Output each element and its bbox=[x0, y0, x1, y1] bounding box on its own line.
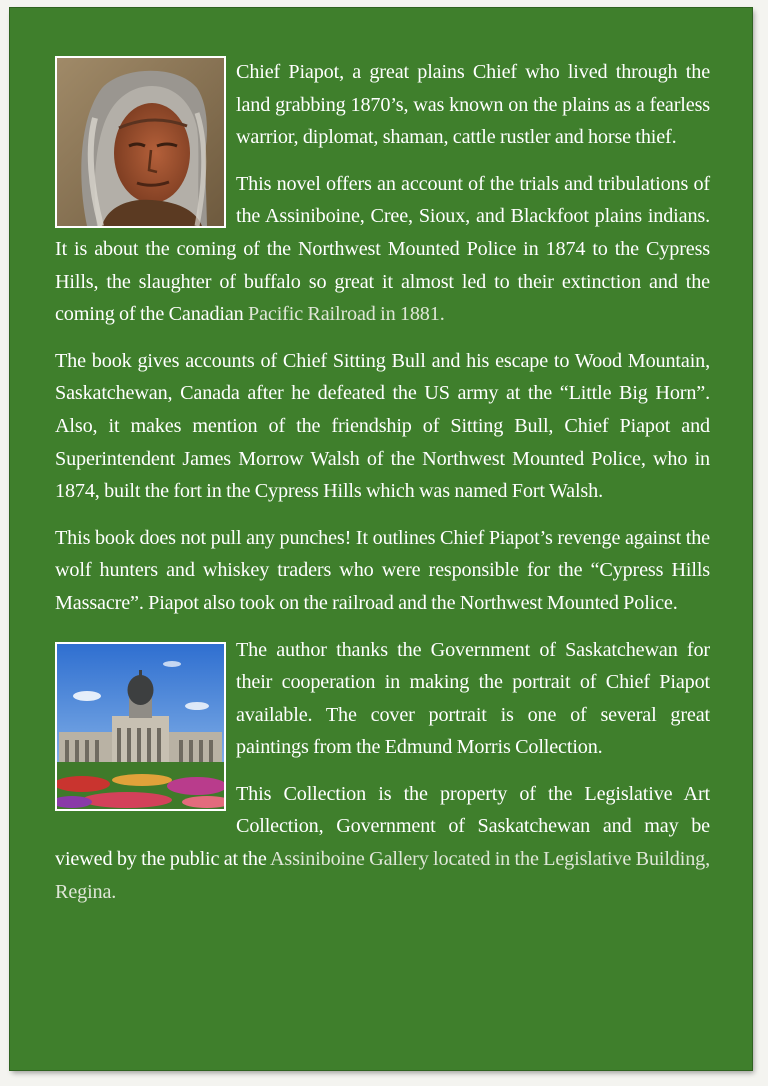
revenge-paragraph: This book does not pull any punches! It outlines Chief Piapot’s revenge against the wolf hunters and whiskey traders who were responsible for the “Cypress Hills Massacre”. Piapot also took on the railroad and the Northwest Mounted Police. bbox=[55, 526, 710, 614]
collection-paragraph-end: Assiniboine Gallery located in the Legislative Building, Regina. bbox=[55, 848, 710, 903]
collection-paragraph-main: This Collection is the property of the Legislative Art Collection, Government of Saskatchewan and may be viewed by the public at the bbox=[55, 782, 710, 871]
sitting-bull-paragraph: The book gives accounts of Chief Sitting Bull and his escape to Wood Mountain, Saskatchewan, Canada after he defeated the US army at the “Little Big Horn”. Also, it makes mention of the friendship of Sitting Bull, Chief Piapot and Superintendent James Morrow Walsh of the Northwest Mounted Police, who in 1874, built the fort in the Cypress Hills which was named Fort Walsh. bbox=[55, 349, 710, 503]
legislative-building-photo bbox=[55, 642, 226, 811]
portrait-illustration bbox=[57, 58, 224, 226]
back-cover-panel bbox=[10, 8, 752, 1070]
novel-paragraph-main: This novel offers an account of the trials and tribulations of the Assiniboine, Cree, Sioux, and Blackfoot plains indians. It is about the coming of the Northwest Mounted Police in 1874 to the Cypress Hills, the slaughter of buffalo so great it almost led to their extinction and the coming of the Canadian bbox=[55, 172, 710, 326]
legislative-building-illustration bbox=[57, 644, 224, 809]
intro-paragraph: Chief Piapot, a great plains Chief who lived through the land grabbing 1870’s, was known on the plains as a fearless warrior, diplomat, shaman, cattle rustler and horse thief. bbox=[236, 61, 710, 149]
novel-paragraph-end: Pacific Railroad in 1881. bbox=[248, 303, 445, 326]
chief-piapot-portrait bbox=[55, 56, 226, 228]
cover-text bbox=[55, 56, 710, 908]
author-thanks-paragraph: The author thanks the Government of Saskatchewan for their cooperation in making the portrait of Chief Piapot available. The cover portrait is one of several great paintings from the Edmund Morris Collection. bbox=[236, 638, 710, 759]
